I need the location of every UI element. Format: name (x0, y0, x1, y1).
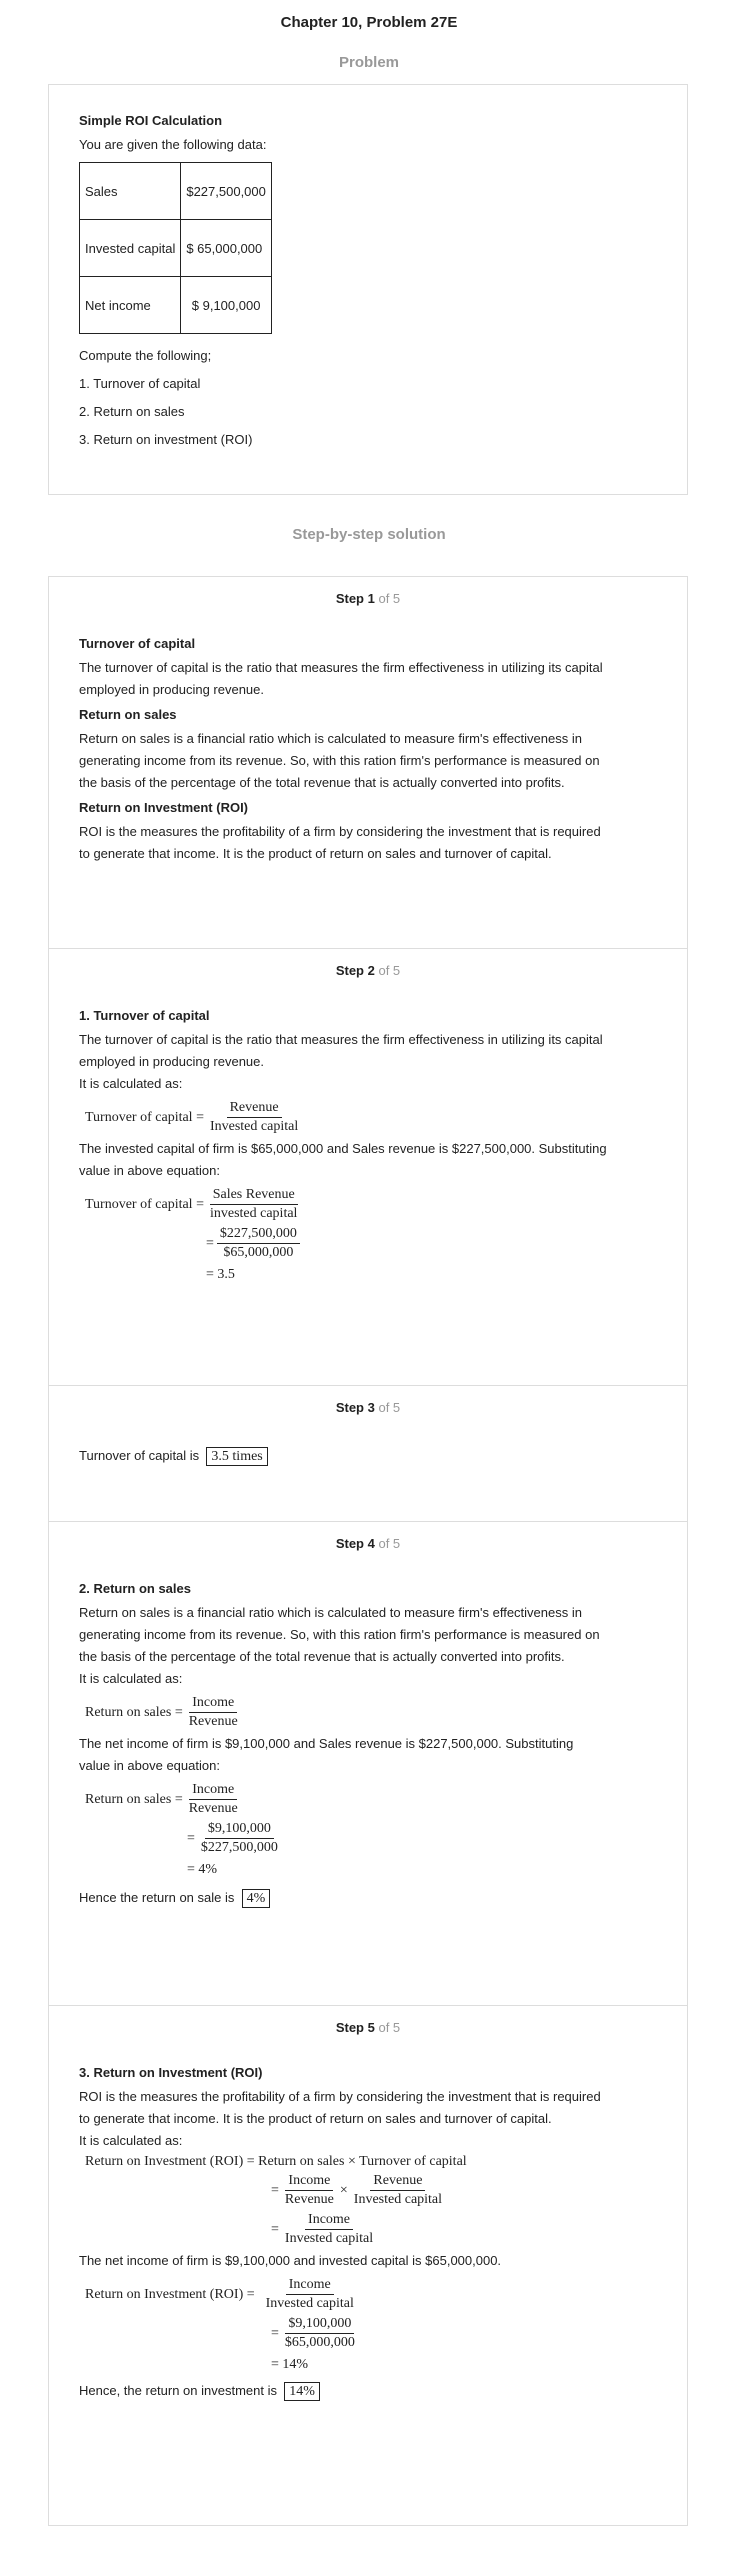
equation-turnover-calc: Turnover of capital = $\frac{\text{Sales Revenue}}{\text{invested capital}}$ = $\frac{\$227,500,000}{\$65,000,000}$ = 3.5 (85, 1186, 657, 1286)
problem-heading: Problem (338, 54, 399, 71)
step-5 (49, 2006, 687, 2526)
answer-box: 14% (284, 2382, 320, 2401)
equation-turnover-formula: Turnover of capital = $\frac{\text{Revenue}}{\text{Invested capital}}$ (85, 1100, 299, 1134)
section-heading: Return on sales (79, 707, 177, 722)
paragraph: employed in producing revenue. (79, 682, 265, 697)
paragraph: It is calculated as: (79, 2133, 183, 2148)
table-cell-value: $ 65,000,000 (181, 220, 272, 277)
table-cell-value: $ 9,100,000 (181, 277, 272, 334)
table-cell-value: $227,500,000 (181, 163, 272, 220)
paragraph: generating income from its revenue. So, with this ration firm's performance is measured on (79, 1627, 600, 1642)
list-item: 2. Return on sales (79, 404, 185, 419)
table-cell-label: Sales (80, 163, 181, 220)
section-heading: Return on Investment (ROI) (79, 800, 249, 815)
table-cell-label: Invested capital (80, 220, 181, 277)
equation-ros-calc: Return on sales = $\frac{\text{Income}}{\text{Revenue}}$ = $\frac{\$9,100,000}{\$227,500,000}$ = 4% (85, 1782, 278, 1877)
paragraph: The invested capital of firm is $65,000,000 and Sales revenue is $227,500,000. Substituting (79, 1141, 607, 1156)
answer-line: Hence, the return on investment is 14% (79, 2380, 657, 2403)
paragraph: It is calculated as: (79, 1076, 183, 1091)
paragraph: generating income from its revenue. So, with this ration firm's performance is measured on (79, 753, 600, 768)
table-row (80, 277, 272, 334)
equation-ros-formula: Return on sales = $\frac{\text{Income}}{\text{Revenue}}$ (85, 1695, 238, 1729)
step-2 (49, 949, 687, 1385)
table-row (80, 220, 272, 277)
answer-line: Turnover of capital is 3.5 times (79, 1445, 657, 1468)
list-item: 3. Return on investment (ROI) (79, 432, 253, 447)
step-label: Step 4 of 5 (335, 1536, 401, 1551)
table-cell-label: Net income (80, 277, 181, 334)
step-label: Step 1 of 5 (335, 591, 401, 606)
paragraph: The turnover of capital is the ratio that measures the firm effectiveness in utilizing its capital (79, 1032, 603, 1047)
section-heading: 3. Return on Investment (ROI) (79, 2065, 263, 2080)
step-4 (49, 1522, 687, 2005)
solution-heading: Step-by-step solution (292, 526, 446, 543)
paragraph: to generate that income. It is the product of return on sales and turnover of capital. (79, 846, 552, 861)
answer-line: Hence the return on sale is 4% (79, 1887, 657, 1910)
page-title: Chapter 10, Problem 27E (280, 14, 458, 31)
paragraph: The net income of firm is $9,100,000 and invested capital is $65,000,000. (79, 2253, 502, 2268)
paragraph: value in above equation: (79, 1758, 220, 1773)
data-table (79, 162, 272, 334)
paragraph: Return on sales is a financial ratio which is calculated to measure firm's effectiveness in (79, 1605, 582, 1620)
table-row (80, 163, 272, 220)
paragraph: ROI is the measures the profitability of a firm by considering the investment that is required (79, 824, 601, 839)
step-label: Step 3 of 5 (335, 1400, 401, 1415)
section-heading: 2. Return on sales (79, 1581, 191, 1596)
equation-roi-calc: Return on Investment (ROI) = $\frac{\text{Income}}{\text{Invested capital}}$ = $\frac{\$9,100,000}{\$65,000,000}$ = 14% (85, 2277, 355, 2372)
paragraph: It is calculated as: (79, 1671, 183, 1686)
problem-title: Simple ROI Calculation (79, 113, 223, 128)
step-label: Step 2 of 5 (335, 963, 401, 978)
list-item: 1. Turnover of capital (79, 376, 201, 391)
problem-intro: You are given the following data: (79, 137, 267, 152)
paragraph: Return on sales is a financial ratio which is calculated to measure firm's effectiveness in (79, 731, 582, 746)
paragraph: The turnover of capital is the ratio that measures the firm effectiveness in utilizing its capital (79, 660, 603, 675)
step-label: Step 5 of 5 (335, 2020, 401, 2035)
step-1 (49, 577, 687, 948)
compute-text: Compute the following; (79, 348, 212, 363)
paragraph: ROI is the measures the profitability of a firm by considering the investment that is required (79, 2089, 601, 2104)
paragraph: the basis of the percentage of the total revenue that is actually converted into profits. (79, 775, 565, 790)
paragraph: The net income of firm is $9,100,000 and Sales revenue is $227,500,000. Substituting (79, 1736, 574, 1751)
answer-box: 3.5 times (206, 1447, 267, 1466)
paragraph: value in above equation: (79, 1163, 220, 1178)
solution-card (48, 576, 688, 2526)
paragraph: the basis of the percentage of the total revenue that is actually converted into profits. (79, 1649, 565, 1664)
paragraph: employed in producing revenue. (79, 1054, 265, 1069)
section-heading: Turnover of capital (79, 636, 196, 651)
step-3 (49, 1386, 687, 1521)
equation-roi-formula: Return on Investment (ROI) = Return on sales × Turnover of capital = $\frac{\text{Income}}{\text{Revenue}}$ × $\frac{\text{Revenue}}{\text{Invested capital}}$ = $\frac{\text{Income}}{\text{Invested capital}}$ (85, 2154, 467, 2246)
section-heading: 1. Turnover of capital (79, 1008, 210, 1023)
answer-box: 4% (242, 1889, 271, 1908)
problem-card (48, 84, 688, 495)
paragraph: to generate that income. It is the product of return on sales and turnover of capital. (79, 2111, 552, 2126)
